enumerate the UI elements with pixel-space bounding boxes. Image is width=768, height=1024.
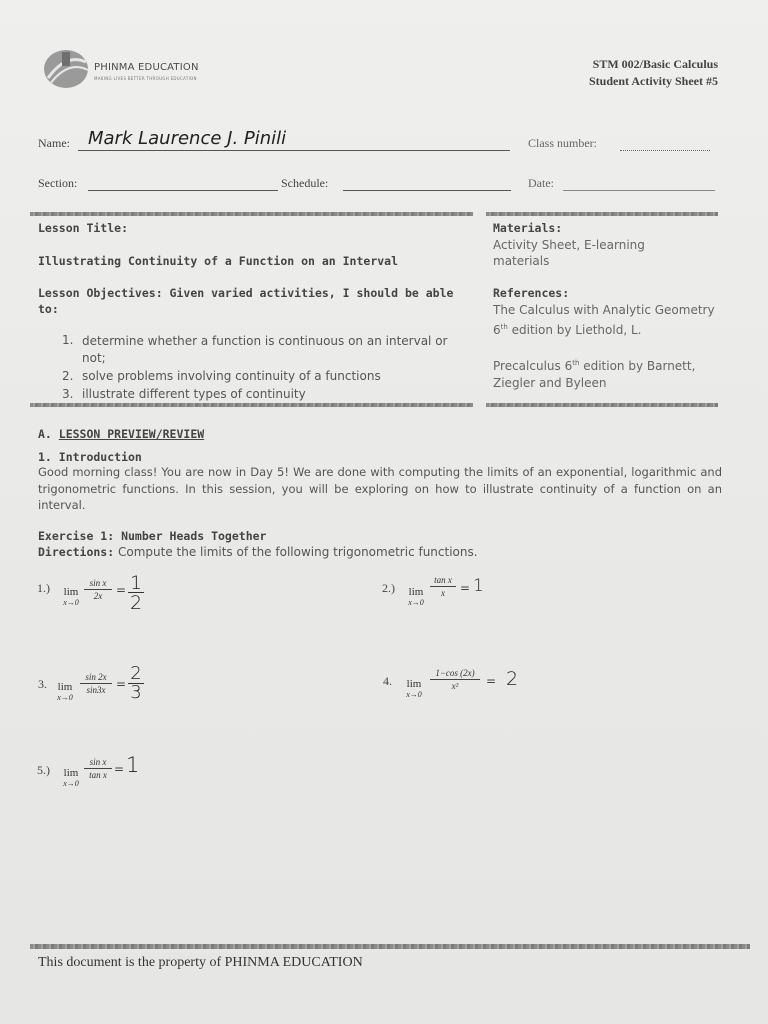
problem-2-fraction <box>430 575 456 598</box>
reference-2-sup: th <box>572 359 580 367</box>
problem-2-numerator: tan x <box>434 575 452 585</box>
problem-5-lim-word: lim <box>63 767 79 779</box>
materials-label: Materials: <box>493 221 563 235</box>
materials-text: Activity Sheet, E-learning materials <box>493 238 645 268</box>
problem-1-equals: = <box>116 583 127 597</box>
problem-1-answer-num: 1 <box>129 572 143 594</box>
problem-3-denominator: sin3x <box>86 685 106 695</box>
course-code: STM 002/Basic Calculus <box>592 57 718 71</box>
references-label: References: <box>493 286 570 300</box>
directions-label: Directions: <box>38 545 115 559</box>
reference-2-tail: edition by Barnett, Ziegler and Byleen <box>493 359 696 390</box>
footer-rule <box>30 944 750 949</box>
phinma-logo <box>42 48 212 90</box>
problem-4-number: 4. <box>383 674 392 688</box>
lesson-title-label: Lesson Title: <box>38 221 129 235</box>
objective-2: solve problems involving continuity of a functions <box>82 369 381 383</box>
problem-5-equals: = <box>114 762 125 776</box>
class-number-field[interactable] <box>620 150 710 151</box>
problem-4-lim-word: lim <box>406 678 422 690</box>
problem-3-lim-word: lim <box>57 681 73 693</box>
problem-5-numerator: sin x <box>89 757 107 767</box>
footer-text: This document is the property of PHINMA EDUCATION <box>38 955 363 970</box>
problem-1-numerator: sin x <box>89 578 107 588</box>
lesson-title: Illustrating Continuity of a Function on an Interval <box>38 254 399 268</box>
reference-1-sup: th <box>500 323 508 331</box>
problem-5-denominator: tan x <box>89 770 107 780</box>
problem-3-numerator: sin 2x <box>85 672 107 682</box>
org-tagline: MAKING LIVES BETTER THROUGH EDUCATION <box>94 76 197 81</box>
problem-5-fraction-bar <box>84 768 112 769</box>
phinma-logo-icon <box>42 48 92 90</box>
objective-1: determine whether a function is continuous on an interval or not; <box>82 334 448 365</box>
org-name: PHINMA EDUCATION <box>94 62 199 73</box>
date-label: Date: <box>528 176 554 190</box>
lesson-box-top-rule <box>30 212 473 216</box>
exercise-title: Exercise 1: Number Heads Together <box>38 529 267 543</box>
reference-1 <box>493 302 718 339</box>
problem-1-answer[interactable] <box>128 574 144 613</box>
problem-5-lim <box>58 763 84 788</box>
problem-4-fraction-bar <box>430 679 480 680</box>
name-field-value[interactable]: Mark Laurence J. Pinili <box>88 128 287 149</box>
problem-3-lim-sub: x→0 <box>57 693 73 702</box>
introduction-text: Good morning class! You are now in Day 5! We are done with computing the limits of an exponential, logarithmic and trigonometric functions. In this session, you will be exploring on how to illustrate continuity of a function on an interval. <box>38 465 722 512</box>
problem-5-answer[interactable]: 1 <box>126 753 140 777</box>
problem-1-number: 1.) <box>37 581 50 595</box>
reference-2 <box>493 355 718 392</box>
schedule-label: Schedule: <box>281 176 329 190</box>
directions-text: Compute the limits of the following trigonometric functions. <box>114 545 478 559</box>
problem-3-answer[interactable] <box>128 665 144 702</box>
section-a-title: LESSON PREVIEW/REVIEW <box>58 427 205 441</box>
problem-2-lim-word: lim <box>408 586 424 598</box>
problem-4-equals: = <box>486 674 497 688</box>
problem-4-numerator: 1−cos (2x) <box>435 668 475 678</box>
problem-1-denominator: 2x <box>93 591 103 601</box>
objective-number-3: 3. <box>62 387 74 401</box>
problem-2-answer[interactable]: 1 <box>473 576 484 596</box>
problem-4-fraction <box>430 668 480 691</box>
problem-2-lim <box>403 582 429 607</box>
problem-2-fraction-bar <box>430 586 456 587</box>
lesson-box-bottom-rule <box>30 403 473 407</box>
section-label: Section: <box>38 176 78 190</box>
schedule-field[interactable] <box>343 190 511 191</box>
reference-1-text: The Calculus with Analytic Geometry 6 <box>493 303 715 337</box>
problem-3-answer-num: 2 <box>130 663 142 684</box>
problem-2-equals: = <box>460 581 471 595</box>
problem-1-lim <box>58 582 84 607</box>
problem-3-fraction-bar <box>80 683 112 684</box>
exercise-directions <box>38 545 478 559</box>
class-number-label: Class number: <box>528 136 597 150</box>
name-field-line <box>78 150 510 151</box>
problem-5-number: 5.) <box>37 763 50 777</box>
date-field[interactable] <box>563 190 715 191</box>
objective-number-2: 2. <box>62 369 74 383</box>
problem-3-fraction <box>80 672 112 695</box>
problem-5-lim-sub: x→0 <box>63 779 79 788</box>
objective-3: illustrate different types of continuity <box>82 387 306 401</box>
name-label: Name: <box>38 136 70 150</box>
problem-1-fraction-bar <box>84 589 112 590</box>
problem-2-number: 2.) <box>382 581 395 595</box>
problem-3-lim <box>52 677 78 702</box>
sheet-number: Student Activity Sheet #5 <box>589 74 718 88</box>
problem-4-answer[interactable]: 2 <box>506 668 519 690</box>
problem-4-lim <box>401 674 427 699</box>
problem-4-lim-sub: x→0 <box>406 690 422 699</box>
problem-3-equals: = <box>116 677 127 691</box>
problem-1-answer-den: 2 <box>129 592 143 614</box>
problem-1-lim-word: lim <box>63 586 79 598</box>
problem-1-lim-sub: x→0 <box>63 598 79 607</box>
problem-4-denominator: x² <box>451 681 459 691</box>
section-a-prefix: A. <box>38 427 59 441</box>
problem-3-answer-den: 3 <box>130 682 142 703</box>
problem-3-number: 3. <box>38 677 47 691</box>
materials-box-top-rule <box>486 212 718 216</box>
reference-2-text: Precalculus 6 <box>493 359 573 373</box>
problem-5-fraction <box>84 757 112 780</box>
section-field[interactable] <box>88 190 278 191</box>
section-a-heading <box>38 427 204 441</box>
objective-number-1: 1. <box>62 333 74 347</box>
lesson-objectives-label: Lesson Objectives: Given varied activities, I should be able to: <box>38 286 454 316</box>
problem-2-denominator: x <box>441 588 445 598</box>
introduction-label: 1. Introduction <box>38 450 142 464</box>
problem-1-fraction <box>84 578 112 601</box>
reference-1-tail: edition by Liethold, L. <box>507 323 642 337</box>
problem-2-lim-sub: x→0 <box>408 598 424 607</box>
materials-box-bottom-rule <box>486 403 718 407</box>
